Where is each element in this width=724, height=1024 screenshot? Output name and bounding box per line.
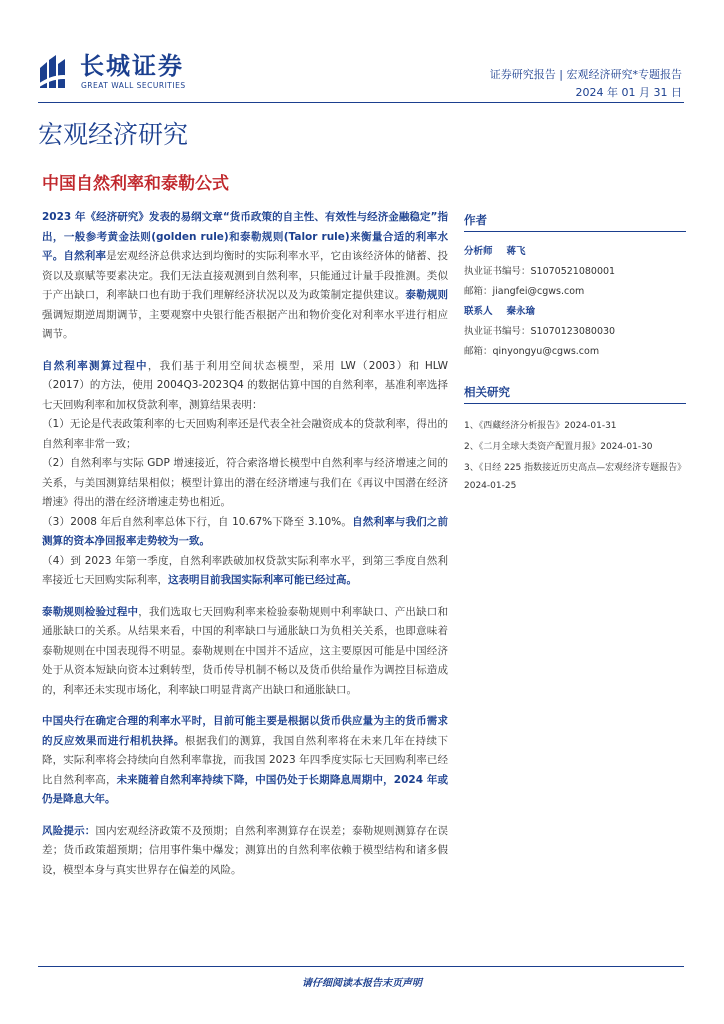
finding-4-text: （4）到 2023 年第一季度，自然利率跌破加权贷款实际利率水平，到第三季度自然利率接近七天回购实际利率， <box>42 554 448 586</box>
analyst-row <box>464 242 686 262</box>
sidebar <box>464 212 686 495</box>
related-research-heading: 相关研究 <box>464 384 686 404</box>
risk-label: 风险提示： <box>42 824 96 837</box>
summary-paragraph <box>42 208 448 345</box>
finding-4 <box>42 552 448 591</box>
page-title: 宏观经济研究 <box>38 120 189 149</box>
related-report-1[interactable]: 1、《西藏经济分析报告》2024-01-31 <box>464 421 617 431</box>
finding-3-text: （3）2008 年后自然利率总体下行，自 10.67%下降至 3.10%。 <box>42 515 353 528</box>
conclusion-paragraph <box>42 712 448 810</box>
footer-divider <box>38 966 684 967</box>
logo-english-text: GREAT WALL SECURITIES <box>81 81 186 90</box>
authors-heading: 作者 <box>464 212 686 232</box>
risk-text: 国内宏观经济政策不及预期；自然利率测算存在误差；泰勒规则测算存在误差；货币政策超预期；信用事件集中爆发；测算出的自然利率依赖于模型结构和诸多假设，模型本身与真实世界存在偏差的风险。 <box>42 824 449 876</box>
contact-name: 秦永瑜 <box>506 306 536 317</box>
analyst-name: 蒋飞 <box>506 246 526 257</box>
finding-4-highlight: 这表明目前我国实际利率可能已经过高。 <box>168 574 357 586</box>
contact-label: 联系人 <box>464 306 493 317</box>
analyst-label: 分析师 <box>464 246 493 257</box>
analyst-email[interactable]: 邮箱：jiangfei@cgws.com <box>464 286 585 297</box>
estimation-text: ，我们基于利用空间状态模型，采用 LW（2003）和 HLW（2017）的方法，使用 2004Q3-2023Q4 的数据估算中国的自然利率，基准利率选择七天回购利率和加权贷款利率，测算结果表明： <box>42 359 449 411</box>
finding-3-highlight: 自然利率与我们之前测算的资本净回报率走势较为一致。 <box>42 515 448 547</box>
contact-email[interactable]: 邮箱：qinyongyu@cgws.com <box>464 346 600 357</box>
conclusion-highlight: 中国央行在确定合理的利率水平时，目前可能主要是根据以货币供应量为主的货币需求的反应效果而进行相机抉择。 <box>42 715 448 747</box>
estimation-paragraph <box>42 357 448 416</box>
footer-disclaimer: 请仔细阅读本报告末页声明 <box>302 978 422 989</box>
taylor-rule-term: 泰勒规则 <box>405 289 449 301</box>
report-subtitle: 中国自然利率和泰勒公式 <box>42 174 229 194</box>
summary-text: 是宏观经济总供求达到均衡时的实际利率水平，它由该经济体的储蓄、投资以及禀赋等要素决定。我们无法直接观测到自然利率，只能通过计量手段推测。类似于产出缺口，利率缺口也有助于我们理解经济状况以及为政策制定提供建议。 <box>42 250 449 301</box>
natural-rate-term: 自然利率 <box>63 250 107 262</box>
great-wall-logo-icon <box>38 54 72 90</box>
conclusion-highlight-end: 未来随着自然利率持续下降，中国仍处于长期降息周期中，2024 年或仍是降息大年。 <box>42 773 448 805</box>
conclusion-text: 根据我们的测算，我国自然利率将在未来几年在持续下降，实际利率将会持续向自然利率靠拢，而我国 2023 年四季度实际七天回购利率已经比自然利率高， <box>42 734 449 786</box>
brand-logo <box>38 52 198 96</box>
summary-highlight: 2023 年《经济研究》发表的易纲文章“货币政策的自主性、有效性与经济金融稳定”指出，一般参考黄金法则(golden rule)和泰勒规则(Talor rule)来衡量合适的利率水平。 <box>42 211 448 262</box>
taylor-test-paragraph <box>42 603 448 701</box>
finding-2: （2）自然利率与实际 GDP 增速接近，符合索洛增长模型中自然利率与经济增速之间的关系，与美国测算结果相似；模型计算出的潜在经济增速与我们在《再议中国潜在经济增速》得出的潜在经济增速走势也相近。 <box>42 457 448 508</box>
report-type-line: 证券研究报告 | 宏观经济研究*专题报告 <box>489 68 682 81</box>
taylor-test-highlight: 泰勒规则检验过程中 <box>42 605 139 618</box>
main-body <box>42 208 448 892</box>
taylor-test-text: ，我们选取七天回购利率来检验泰勒规则中利率缺口、产出缺口和通胀缺口的关系。从结果来看，中国的利率缺口与通胀缺口为负相关关系，也即意味着泰勒规则在中国表现得不明显。泰勒规则在中国并不适应，这主要原因可能是中国经济处于从资本短缺向资本过剩转型，货币传导机制不畅以及货币供给量作为调控目标造成的，利率还未实现市场化，利率缺口明显背离产出缺口和通胀缺口。 <box>42 605 448 696</box>
finding-3 <box>42 513 448 552</box>
estimation-highlight: 自然利率测算过程中 <box>42 359 148 372</box>
analyst-certificate: 执业证书编号：S1070521080001 <box>464 266 616 277</box>
related-report-2[interactable]: 2、《二月全球大类资产配置月报》2024-01-30 <box>464 442 653 452</box>
logo-chinese-text: 长城证券 <box>80 52 184 80</box>
report-date: 2024 年 01 月 31 日 <box>575 86 682 99</box>
contact-certificate: 执业证书编号：S1070123080030 <box>464 326 616 337</box>
header-divider <box>38 102 684 103</box>
contact-row <box>464 302 686 322</box>
related-report-3[interactable]: 3、《日经 225 指数接近历史高点—宏观经济专题报告》2024-01-25 <box>464 463 682 491</box>
report-meta <box>490 66 682 102</box>
finding-1: （1）无论是代表政策利率的七天回购利率还是代表全社会融资成本的贷款利率，得出的自然利率非常一致； <box>42 418 448 450</box>
summary-text-end: 强调短期逆周期调节，主要观察中央银行能否根据产出和物价变化对利率水平进行相应调节。 <box>42 308 448 340</box>
risk-paragraph <box>42 822 448 881</box>
